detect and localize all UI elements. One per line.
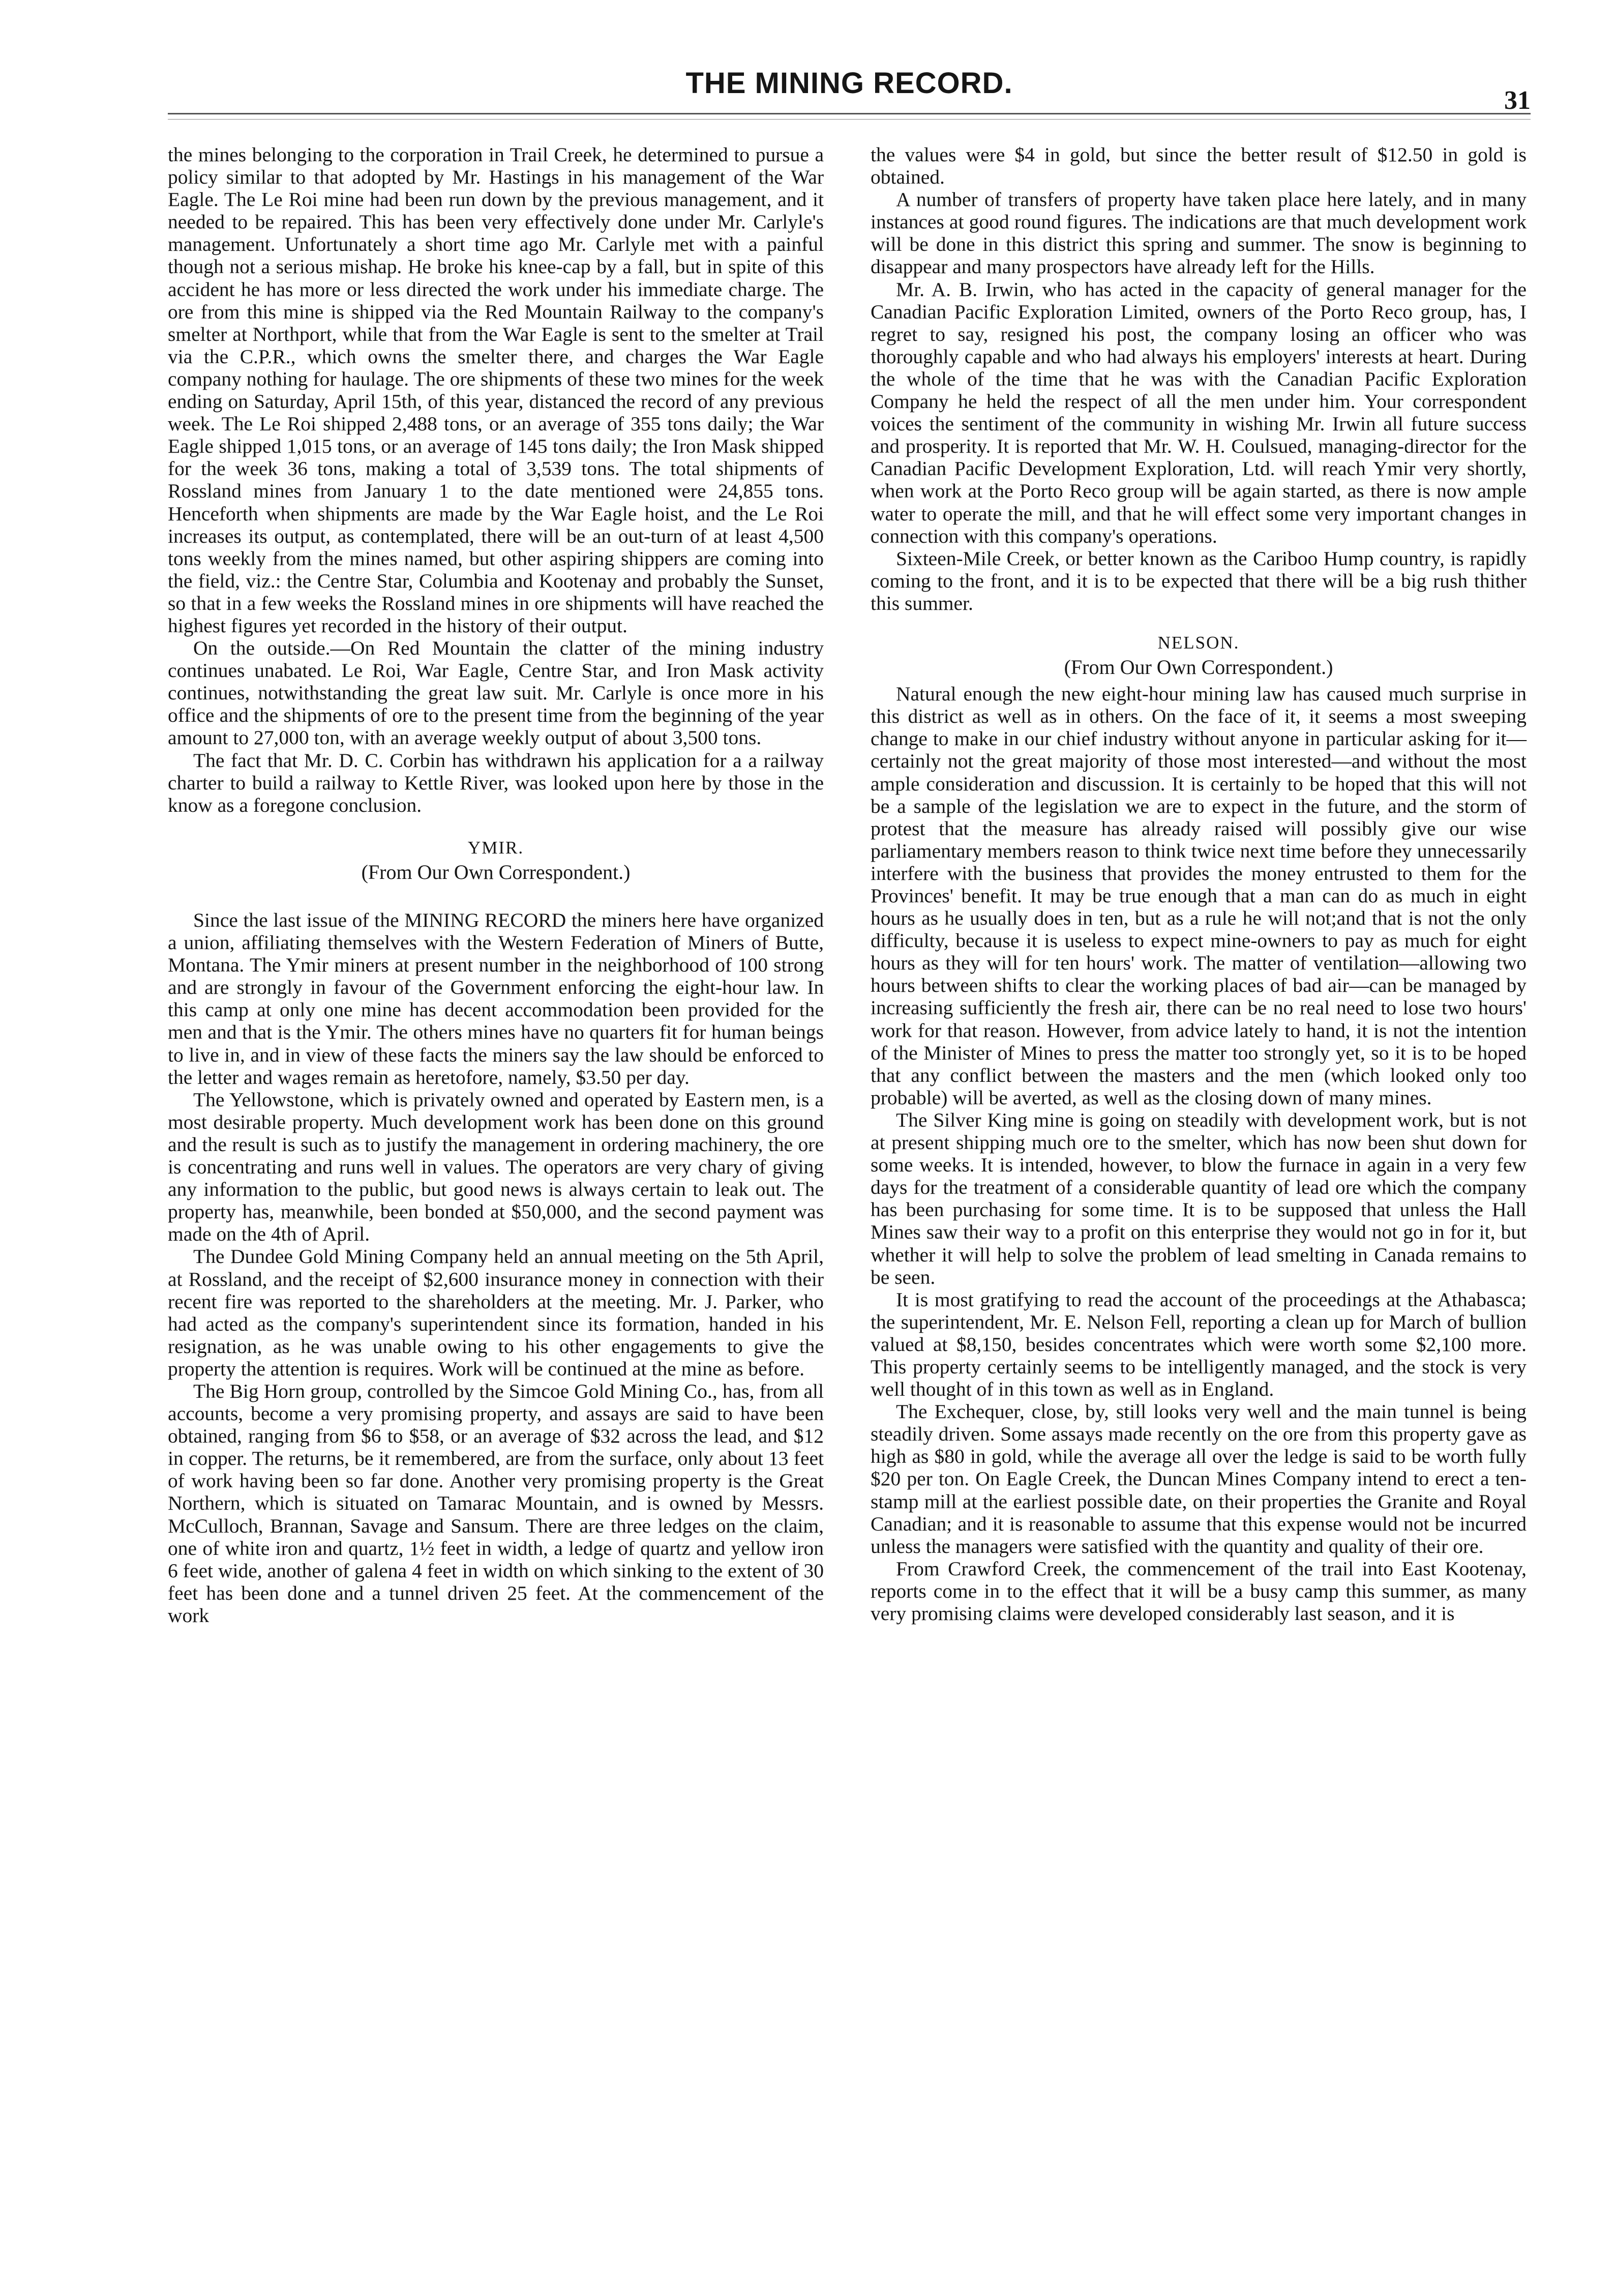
paragraph: The Dundee Gold Mining Company held an annual meeting on the 5th April, at Rossland, and the receipt of $2,600 insurance money in connection with their recent fire was reported to the shareholders at the meeting. Mr. J. Parker, who had acted as the company's superintendent since its formation, handed in his resignation, as he was unable owing to his other engagements to give the property the attention is requires. Work will be continued at the mine as before. [168, 1245, 824, 1380]
paragraph: Sixteen-Mile Creek, or better known as the Cariboo Hump country, is rapidly coming to the front, and it is to be expected that there will be a big rush thither this summer. [871, 547, 1527, 614]
paragraph: Since the last issue of the MINING RECORD the miners here have organized a union, affiliating themselves with the Western Federation of Miners of Butte, Montana. The Ymir miners at present number in the neighborhood of 100 strong and are strongly in favour of the Government enforcing the eight-hour law. In this camp at only one mine has decent accommodation been provided for the men and that is the Ymir. The others mines have no quarters fit for human beings to live in, and in view of these facts the miners say the law should be enforced to the letter and wages remain as heretofore, namely, $3.50 per day. [168, 909, 824, 1088]
paragraph: The Yellowstone, which is privately owned and operated by Eastern men, is a most desirable property. Much development work has been done on this ground and the result is such as to justify the management in ordering machinery, the ore is concentrating and runs well in values. The operators are very chary of giving any information to the public, but good news is always certain to leak out. The property has, meanwhile, been bonded at $50,000, and the second payment was made on the 4th of April. [168, 1088, 824, 1246]
section-title-ymir: YMIR. [467, 837, 524, 858]
paragraph: The Exchequer, close, by, still looks very well and the main tunnel is being steadily driven. Some assays made recently on the ore from this property gave as high as $80 in gold, while the average all over the ledge is said to be worth fully $20 per ton. On Eagle Creek, the Duncan Mines Company intend to erect a ten-stamp mill at the earliest possible date, on their properties the Granite and Royal Canadian; and it is reasonable to assume that this expense would not be incurred unless the managers were satisfied with the quantity and quality of their ore. [871, 1400, 1527, 1557]
paragraph: The Big Horn group, controlled by the Simcoe Gold Mining Co., has, from all accounts, become a very promising property, and assays are said to have been obtained, ranging from $6 to $58, or an average of $32 across the lead, and $12 in copper. The returns, be it remembered, are from the surface, only about 13 feet of work having been so far done. Another very promising property is the Great Northern, which is situated on Tamarac Mountain, and is owned by Messrs. McCulloch, Brannan, Savage and Sansum. There are three ledges on the claim, one of white iron and quartz, 1½ feet in width, a ledge of quartz and yellow iron 6 feet wide, another of galena 4 feet in width on which sinking to the extent of 30 feet has been done and a tunnel driven 25 feet. At the commencement of the work [168, 1379, 824, 1627]
paragraph: the values were $4 in gold, but since the better result of $12.50 in gold is obtained. [871, 143, 1527, 189]
section-title-nelson: NELSON. [1157, 632, 1240, 653]
paragraph: the mines belonging to the corporation in Trail Creek, he determined to pursue a policy similar to that adopted by Mr. Hastings in his management of the War Eagle. The Le Roi mine had been run down by the previous management, and it needed to be repaired. This has been very effectively done under Mr. Carlyle's management. Unfortunately a short time ago Mr. Carlyle met with a painful though not a serious mishap. He broke his knee-cap by a fall, but in spite of this accident he has more or less directed the work under his immediate charge. The ore from this mine is shipped via the Red Mountain Railway to the company's smelter at Northport, while that from the War Eagle is sent to the smelter at Trail via the C.P.R., which owns the smelter there, and charges the War Eagle company nothing for haulage. The ore shipments of these two mines for the week ending on Saturday, April 15th, of this year, distanced the record of any previous week. The Le Roi shipped 2,488 tons, or an average of 355 tons daily; the War Eagle shipped 1,015 tons, or an average of 145 tons daily; the Iron Mask shipped for the week 36 tons, making a total of 3,539 tons. The total shipments of Rossland mines from January 1 to the date mentioned were 24,855 tons. Henceforth when shipments are made by the War Eagle hoist, and the Le Roi increases its output, as contemplated, there will be an out-turn of at least 4,500 tons weekly from the mines named, but other aspiring shippers are coming into the field, viz.: the Centre Star, Columbia and Kootenay and probably the Sunset, so that in a few weeks the Rossland mines in ore shipments will have reached the highest figures yet recorded in the history of their output. [168, 143, 824, 637]
right-column [871, 143, 1527, 1625]
section-subtitle: (From Our Own Correspondent.) [361, 860, 631, 884]
paragraph: The Silver King mine is going on steadily with development work, but is not at present shipping much ore to the smelter, which has now been shut down for some weeks. It is intended, however, to blow the furnace in again in a very few days for the treatment of a considerable quantity of lead ore which the company has been purchasing for some time. It is to be supposed that unless the Hall Mines saw their way to a profit on this enterprise they would not go in for it, but whether it will help to solve the problem of lead smelting in Canada remains to be seen. [871, 1108, 1527, 1288]
paragraph: It is most gratifying to read the account of the proceedings at the Athabasca; the superintendent, Mr. E. Nelson Fell, reporting a clean up for March of bullion valued at $8,150, besides concentrates which were worth some $2,100 more. This property certainly seems to be intelligently managed, and the stock is very well thought of in this town as well as in England. [871, 1288, 1527, 1401]
page-number: 31 [1504, 86, 1531, 115]
section-subtitle: (From Our Own Correspondent.) [1064, 656, 1333, 679]
paragraph: A number of transfers of property have taken place here lately, and in many instances at good round figures. The indications are that much development work will be done in this district this spring and summer. The snow is beginning to disappear and many prospectors have already left for the Hills. [871, 188, 1527, 278]
paragraph: From Crawford Creek, the commencement of the trail into East Kootenay, reports come in to the effect that it will be a busy camp this summer, as many very promising claims were developed considerably last season, and it is [871, 1557, 1527, 1625]
paragraph: The fact that Mr. D. C. Corbin has withdrawn his application for a a railway charter to build a railway to Kettle River, was looked upon here by those in the know as a foregone conclusion. [168, 749, 824, 816]
paragraph: Mr. A. B. Irwin, who has acted in the capacity of general manager for the Canadian Pacific Exploration Limited, owners of the Porto Reco group, has, I regret to say, resigned his post, the company losing an officer who was thoroughly capable and who had always his employers' interests at heart. During the whole of the time that he was with the Canadian Pacific Exploration Company he held the respect of all the men under him. Your correspondent voices the sentiment of the community in wishing Mr. Irwin all future success and prosperity. It is reported that Mr. W. H. Coulsued, managing-director for the Canadian Pacific Development Exploration, Ltd. will reach Ymir very shortly, when work at the Porto Reco group will be again started, as there is now ample water to operate the mill, and that he will effect some very important changes in connection with this company's operations. [871, 278, 1527, 547]
left-column [168, 143, 824, 1627]
paragraph: Natural enough the new eight-hour mining law has caused much surprise in this district as well as in others. On the face of it, it seems a most sweeping change to make in our chief industry without anyone in particular asking for it—certainly not the great majority of those most interested—and without the most ample consideration and discussion. It is certainly to be hoped that this will not be a sample of the legislation we are to expect in the future, and the storm of protest that the measure has already raised will possibly give our wise parliamentary members reason to think twice next time before they unnecessarily interfere with the business that provides the money entrusted to them for the Provinces' benefit. It may be true enough that a man can do as much in eight hours as he usually does in ten, but as a rule he will not;and that is not the only difficulty, because it is useless to expect mine-owners to pay as much for eight hours as they will for ten hours' work. The matter of ventilation—allowing two hours between shifts to clear the working places of bad air—can be managed by increasing sufficiently the fresh air, there can be no real need to lose two hours' work for that reason. However, from advice lately to hand, it is not the intention of the Minister of Mines to press the matter too strongly yet, so it is to be hoped that any conflict between the masters and the men (which looked only too probable) will be averted, as well as the closing down of many mines. [871, 683, 1527, 1109]
header-rule-thin [168, 119, 1531, 120]
header-rule [168, 113, 1531, 114]
page-header [168, 66, 1531, 122]
running-title: THE MINING RECORD. [685, 67, 1013, 100]
paragraph: On the outside.—On Red Mountain the clatter of the mining industry continues unabated. Le Roi, War Eagle, Centre Star, and Iron Mask activity continues, notwithstanding the great law suit. Mr. Carlyle is once more in his office and the shipments of ore to the present time from the beginning of the year amount to 27,000 ton, with an average weekly output of about 3,500 tons. [168, 637, 824, 749]
